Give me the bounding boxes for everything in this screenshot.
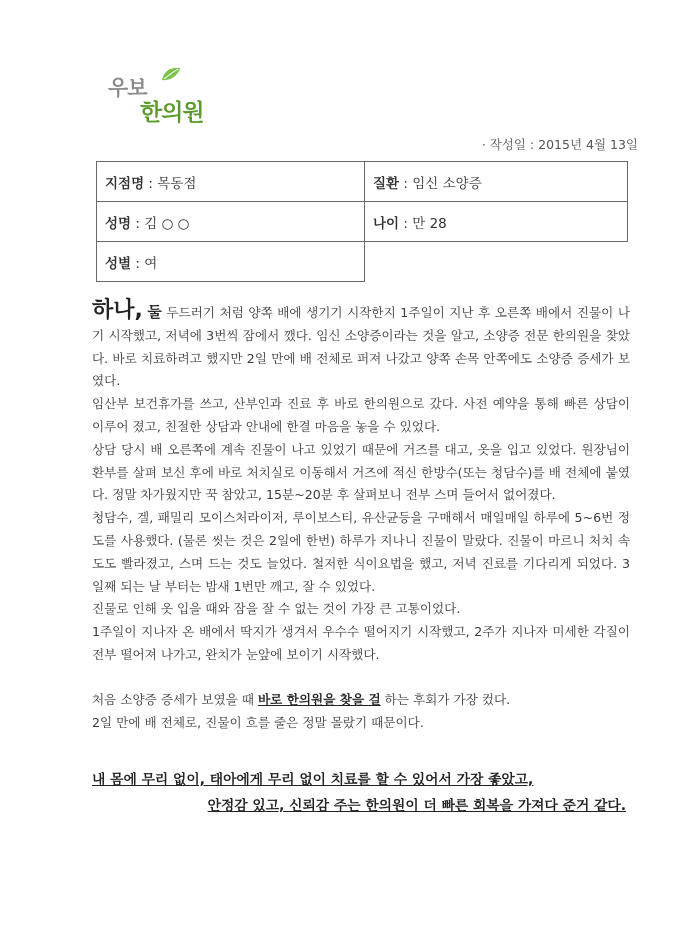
sex-value: 여 [144,255,158,272]
age-value: 만 28 [412,215,447,232]
branch-value: 목동점 [157,175,197,192]
lead-big: 하나, [92,298,143,323]
branch-cell: 지점명 : 목동점 [97,162,365,202]
paragraph-2: 임산부 보건휴가를 쓰고, 산부인과 진료 후 바로 한의원으로 갔다. 사전 예약을 통해 빠른 상담이 이루어 졌고, 친절한 상담과 안내에 한결 마음을 놓을 수 있었다. [92,396,630,434]
branch-label: 지점명 [105,175,145,192]
emphasis-text: 바로 한의원을 찾을 걸 [258,691,381,707]
logo-text-bottom: 한의원 [140,100,204,126]
paragraph-3: 상담 당시 배 오른쪽에 계속 진물이 나고 있었기 때문에 거즈를 대고, 옷을 입고 있었다. 원장님이 환부를 살펴 보신 후에 바로 처치실로 이동해서 거즈에 적신 한방수(또는 청담수)를 배 전체에 붙였다. 정말 차가웠지만 꾹 참았고, 15분~20분 후 살펴보니 전부 스며 들어서 없어졌다. [92,441,630,503]
written-date: · 작성일 : 2015년 4월 13일 [481,137,638,152]
lead-small: 둘 [147,303,162,321]
paragraph-4: 청담수, 겔, 패밀리 모이스처라이저, 루이보스티, 유산균등을 구매해서 매일매일 하루에 5~6번 정도를 사용했다. (물론 씻는 것은 2일에 한번) 하루가 지나니 진물이 말랐다. 진물이 마르니 처치 속도도 빨라졌고, 스며 드는 것도 늘었다. 철저한 식이요법을 했고, 저녁 진료를 기다리게 되었다. 3일째 되는 날 부터는 밤새 1번만 깨고, 잘 수 있었다. [92,510,630,594]
closing-line-1: 내 몸에 무리 없이, 태아에게 무리 없이 치료를 할 수 있어서 가장 좋았고, [92,772,534,788]
disease-cell: 질환 : 임신 소양증 [365,162,628,202]
name-label: 성명 [105,215,132,232]
name-cell: 성명 : 김 ○ ○ [97,202,365,242]
closing-statement [92,767,632,819]
paragraph-6: 1주일이 지나자 온 배에서 딱지가 생겨서 우수수 떨어지기 시작했고, 2주가 지나자 미세한 각질이 전부 떨어져 나가고, 완치가 눈앞에 보이기 시작했다. [92,624,630,662]
testimonial-body [92,300,630,734]
sex-label: 성별 [105,255,132,272]
sex-cell: 성별 : 여 [97,242,365,282]
logo-text-top: 우보 [108,76,147,100]
paragraph-8: 2일 만에 배 전체로, 진물이 흐를 줄은 정말 몰랐기 때문이다. [92,714,424,730]
paragraph-7: 처음 소양증 증세가 보였을 때 바로 한의원을 찾을 걸 하는 후회가 가장 컸다. [92,691,511,707]
paragraph-5: 진물로 인해 옷 입을 때와 잠을 잘 수 없는 것이 가장 큰 고통이었다. [92,601,461,617]
disease-value: 임신 소양증 [412,175,482,192]
leaf-icon [160,66,182,82]
patient-info-table [96,161,628,282]
age-label: 나이 [373,215,400,232]
disease-label: 질환 [373,175,400,192]
clinic-logo [108,66,238,126]
age-cell: 나이 : 만 28 [365,202,628,242]
name-value: 김 ○ ○ [144,215,190,232]
empty-cell [365,242,628,282]
paragraph-1: 하나, 둘 두드러기 처럼 양쪽 배에 생기기 시작한지 1주일이 지난 후 오른쪽 배에서 진물이 나기 시작했고, 저녁에 3번씩 잠에서 깼다. 임신 소양증이라는 것을 알고, 소양증 전문 한의원을 찾았다. 바로 치료하려고 했지만 2일 만에 배 전체로 퍼져 나갔고 양쪽 손목 안쪽에도 소양증 증세가 보였다. [92,298,630,389]
closing-line-2: 안정감 있고, 신뢰감 주는 한의원이 더 빠른 회복을 가져다 준거 같다. [207,798,626,814]
